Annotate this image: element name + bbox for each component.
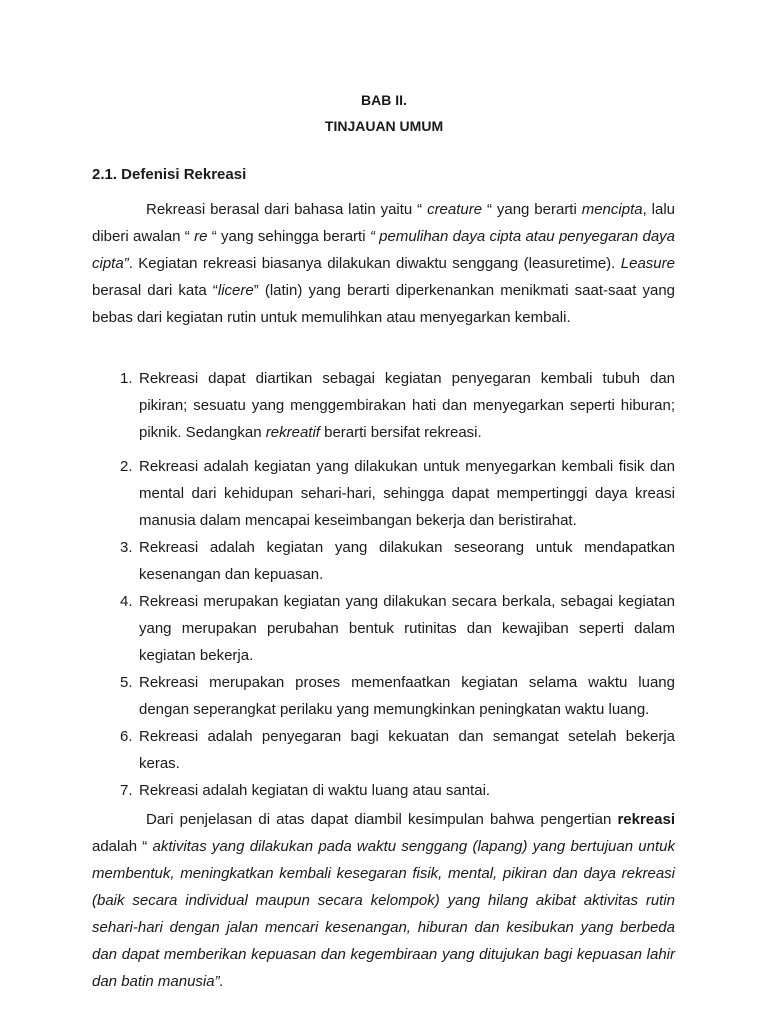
list-item-number: 7. — [120, 782, 133, 799]
list-item-number: 5. — [120, 674, 133, 691]
section-title: 2.1. Defenisi Rekreasi — [92, 166, 247, 183]
intro-term-pemulihan: “ pemulihan daya cipta atau penyegaran daya cipta” — [92, 228, 676, 272]
intro-text: . Kegiatan rekreasi biasanya dilakukan diwaktu senggang (leasuretime). — [128, 255, 621, 272]
intro-text: “ yang sehingga berarti — [207, 228, 370, 245]
list-item — [92, 723, 675, 777]
conclusion-text: Dari penjelasan di atas dapat diambil kesimpulan bahwa pengertian — [146, 811, 618, 828]
definition-list — [92, 365, 675, 804]
list-item-text: berarti bersifat rekreasi. — [319, 424, 482, 441]
list-item-number: 3. — [120, 539, 133, 556]
intro-term-licere: licere — [217, 282, 254, 299]
conclusion-keyword: rekreasi — [617, 811, 675, 828]
conclusion-paragraph — [92, 806, 675, 995]
intro-text: Rekreasi berasal dari bahasa latin yaitu “ — [146, 201, 428, 218]
intro-text: berasal dari kata “ — [92, 282, 218, 299]
intro-text: “ yang berarti — [482, 201, 582, 218]
list-item-text: Rekreasi merupakan proses memenfaatkan kegiatan selama waktu luang dengan seperangkat perilaku yang memungkinkan peningkatan waktu luang. — [139, 674, 675, 718]
list-item-text: Rekreasi adalah kegiatan yang dilakukan untuk menyegarkan kembali fisik dan mental dari kehidupan sehari-hari, sehingga dapat mempertinggi daya kreasi manusia dalam mencapai keseimbangan bekerja dan beristirahat. — [139, 458, 675, 529]
conclusion-text: adalah “ — [92, 838, 153, 855]
intro-term-re: re — [194, 228, 208, 245]
intro-text: ” (latin) yang berarti diperkenankan menikmati saat-saat yang bebas dari kegiatan rutin untuk memulihkan atau menyegarkan kembali. — [92, 282, 675, 326]
list-item-term: rekreatif — [265, 424, 320, 441]
list-item-number: 1. — [120, 370, 133, 387]
list-item — [92, 669, 675, 723]
intro-term-mencipta: mencipta — [581, 201, 643, 218]
conclusion-definition: aktivitas yang dilakukan pada waktu senggang (lapang) yang bertujuan untuk membentuk, meningkatkan kembali kesegaran fisik, mental, pikiran dan daya rekreasi (baik secara individual maupun secara kelompok) yang hilang akibat aktivitas rutin sehari-hari dengan jalan mencari kesenangan, hiburan dan kesibukan yang berbeda dan dapat memberikan kepuasan dan kegembiraan yang ditujukan bagi kepuasan lahir dan batin manusia”. — [92, 838, 675, 990]
list-item-text: Rekreasi merupakan kegiatan yang dilakukan secara berkala, sebagai kegiatan yang merupakan perubahan bentuk rutinitas dan kewajiban seperti dalam kegiatan bekerja. — [139, 593, 675, 664]
list-item-text: Rekreasi dapat diartikan sebagai kegiatan penyegaran kembali tubuh dan pikiran; sesuatu yang menggembirakan hati dan menyegarkan seperti hiburan; piknik. Sedangkan — [139, 370, 675, 441]
list-item-text: Rekreasi adalah penyegaran bagi kekuatan dan semangat setelah bekerja keras. — [139, 728, 675, 772]
chapter-number: BAB II. — [361, 92, 407, 108]
list-item-number: 6. — [120, 728, 133, 745]
list-item — [92, 777, 675, 804]
chapter-title: TINJAUAN UMUM — [324, 118, 444, 134]
intro-paragraph — [92, 196, 675, 331]
list-item — [92, 365, 675, 446]
list-item-text: Rekreasi adalah kegiatan yang dilakukan seseorang untuk mendapatkan kesenangan dan kepuasan. — [139, 539, 675, 583]
intro-term-leasure: Leasure — [620, 255, 675, 272]
list-item-text: Rekreasi adalah kegiatan di waktu luang atau santai. — [139, 782, 491, 799]
list-item — [92, 453, 675, 534]
list-item — [92, 534, 675, 588]
list-item — [92, 588, 675, 669]
intro-term-creature: creature — [427, 201, 483, 218]
intro-text: , lalu diberi awalan “ — [92, 201, 676, 245]
list-item-number: 2. — [120, 458, 133, 475]
list-item-number: 4. — [120, 593, 133, 610]
